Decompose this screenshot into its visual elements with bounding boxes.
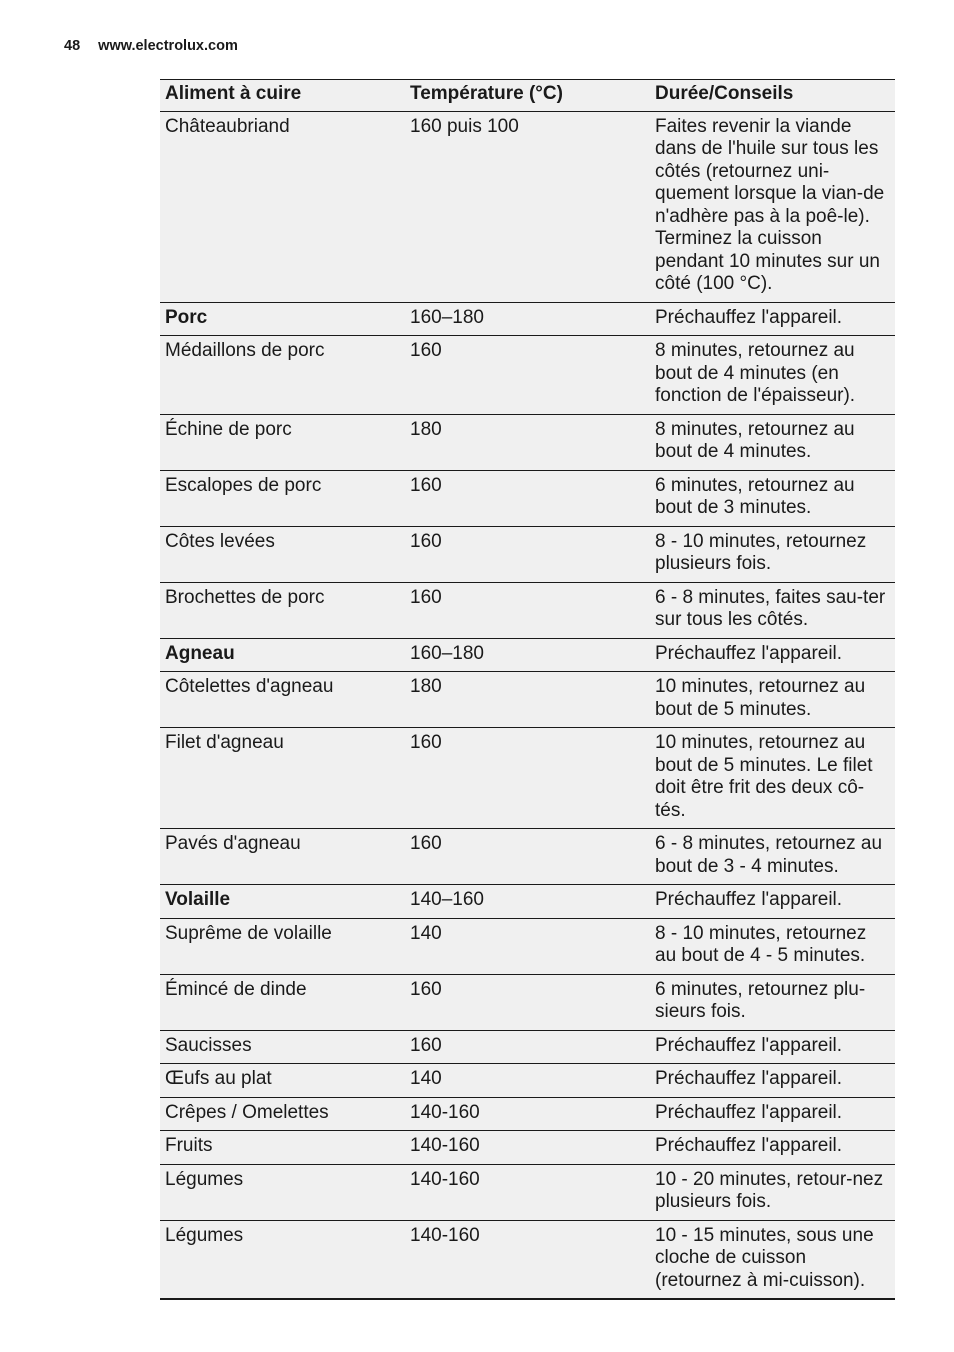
column-header-temperature: Température (°C)	[405, 80, 650, 112]
food-cell: Pavés d'agneau	[160, 829, 405, 885]
advice-cell: 6 - 8 minutes, faites sau-ter sur tous les côtés.	[650, 582, 895, 638]
advice-cell: 8 - 10 minutes, retournez plusieurs fois.	[650, 526, 895, 582]
temperature-cell: 160	[405, 336, 650, 415]
food-cell: Brochettes de porc	[160, 582, 405, 638]
table-row	[160, 829, 895, 885]
advice-cell: 10 - 15 minutes, sous une cloche de cuisson (retournez à mi-cuisson).	[650, 1220, 895, 1299]
temperature-cell: 140	[405, 1064, 650, 1098]
temperature-cell: 160–180	[405, 638, 650, 672]
food-cell: Volaille	[160, 885, 405, 919]
food-cell: Côtes levées	[160, 526, 405, 582]
food-cell: Côtelettes d'agneau	[160, 672, 405, 728]
food-cell: Légumes	[160, 1220, 405, 1299]
table-row	[160, 1030, 895, 1064]
table-row	[160, 1220, 895, 1299]
column-header-food: Aliment à cuire	[160, 80, 405, 112]
table-row	[160, 728, 895, 829]
advice-cell: 6 minutes, retournez au bout de 3 minutes.	[650, 470, 895, 526]
table-row	[160, 111, 895, 302]
food-cell: Saucisses	[160, 1030, 405, 1064]
food-cell: Agneau	[160, 638, 405, 672]
advice-cell: Préchauffez l'appareil.	[650, 1064, 895, 1098]
table-row	[160, 582, 895, 638]
food-cell: Échine de porc	[160, 414, 405, 470]
table-header	[160, 80, 895, 112]
temperature-cell: 160	[405, 728, 650, 829]
temperature-cell: 160	[405, 470, 650, 526]
temperature-cell: 140-160	[405, 1220, 650, 1299]
advice-cell: Préchauffez l'appareil.	[650, 1131, 895, 1165]
table-row	[160, 336, 895, 415]
food-cell: Crêpes / Omelettes	[160, 1097, 405, 1131]
table-row	[160, 672, 895, 728]
food-cell: Filet d'agneau	[160, 728, 405, 829]
temperature-cell: 160	[405, 1030, 650, 1064]
table-row	[160, 470, 895, 526]
cooking-table	[160, 79, 895, 1300]
food-cell: Suprême de volaille	[160, 918, 405, 974]
table-row	[160, 1064, 895, 1098]
food-cell: Médaillons de porc	[160, 336, 405, 415]
table-row	[160, 526, 895, 582]
advice-cell: Faites revenir la viande dans de l'huile sur tous les côtés (retournez uni-quement lorsque la vian-de n'adhère pas à la poê-le). Terminez la cuisson pendant 10 minutes sur un côté (100 °C).	[650, 111, 895, 302]
page-number: 48	[64, 38, 81, 54]
temperature-cell: 140	[405, 918, 650, 974]
table-header-row	[160, 80, 895, 112]
advice-cell: 6 - 8 minutes, retournez au bout de 3 - 4 minutes.	[650, 829, 895, 885]
temperature-cell: 160 puis 100	[405, 111, 650, 302]
temperature-cell: 180	[405, 414, 650, 470]
table-row	[160, 918, 895, 974]
table-row	[160, 1131, 895, 1165]
advice-cell: Préchauffez l'appareil.	[650, 1030, 895, 1064]
advice-cell: 8 minutes, retournez au bout de 4 minutes (en fonction de l'épaisseur).	[650, 336, 895, 415]
table-row	[160, 885, 895, 919]
advice-cell: 10 minutes, retournez au bout de 5 minutes. Le filet doit être frit des deux cô-tés.	[650, 728, 895, 829]
table-row	[160, 1097, 895, 1131]
advice-cell: Préchauffez l'appareil.	[650, 885, 895, 919]
food-cell: Châteaubriand	[160, 111, 405, 302]
temperature-cell: 160	[405, 582, 650, 638]
advice-cell: Préchauffez l'appareil.	[650, 302, 895, 336]
temperature-cell: 160	[405, 526, 650, 582]
advice-cell: 10 - 20 minutes, retour-nez plusieurs fois.	[650, 1164, 895, 1220]
food-cell: Fruits	[160, 1131, 405, 1165]
advice-cell: Préchauffez l'appareil.	[650, 1097, 895, 1131]
advice-cell: 10 minutes, retournez au bout de 5 minutes.	[650, 672, 895, 728]
temperature-cell: 140–160	[405, 885, 650, 919]
temperature-cell: 180	[405, 672, 650, 728]
temperature-cell: 160–180	[405, 302, 650, 336]
temperature-cell: 140-160	[405, 1097, 650, 1131]
temperature-cell: 160	[405, 974, 650, 1030]
advice-cell: 8 - 10 minutes, retournez au bout de 4 - 5 minutes.	[650, 918, 895, 974]
table-row	[160, 302, 895, 336]
table-row	[160, 414, 895, 470]
temperature-cell: 160	[405, 829, 650, 885]
table-body	[160, 111, 895, 1299]
food-cell: Porc	[160, 302, 405, 336]
temperature-cell: 140-160	[405, 1131, 650, 1165]
table-row	[160, 638, 895, 672]
advice-cell: Préchauffez l'appareil.	[650, 638, 895, 672]
website-url: www.electrolux.com	[98, 38, 238, 54]
table-row	[160, 1164, 895, 1220]
page-header	[64, 38, 238, 54]
food-cell: Escalopes de porc	[160, 470, 405, 526]
advice-cell: 6 minutes, retournez plu-sieurs fois.	[650, 974, 895, 1030]
temperature-cell: 140-160	[405, 1164, 650, 1220]
advice-cell: 8 minutes, retournez au bout de 4 minutes.	[650, 414, 895, 470]
table-row	[160, 974, 895, 1030]
food-cell: Légumes	[160, 1164, 405, 1220]
food-cell: Œufs au plat	[160, 1064, 405, 1098]
food-cell: Émincé de dinde	[160, 974, 405, 1030]
column-header-advice: Durée/Conseils	[650, 80, 895, 112]
